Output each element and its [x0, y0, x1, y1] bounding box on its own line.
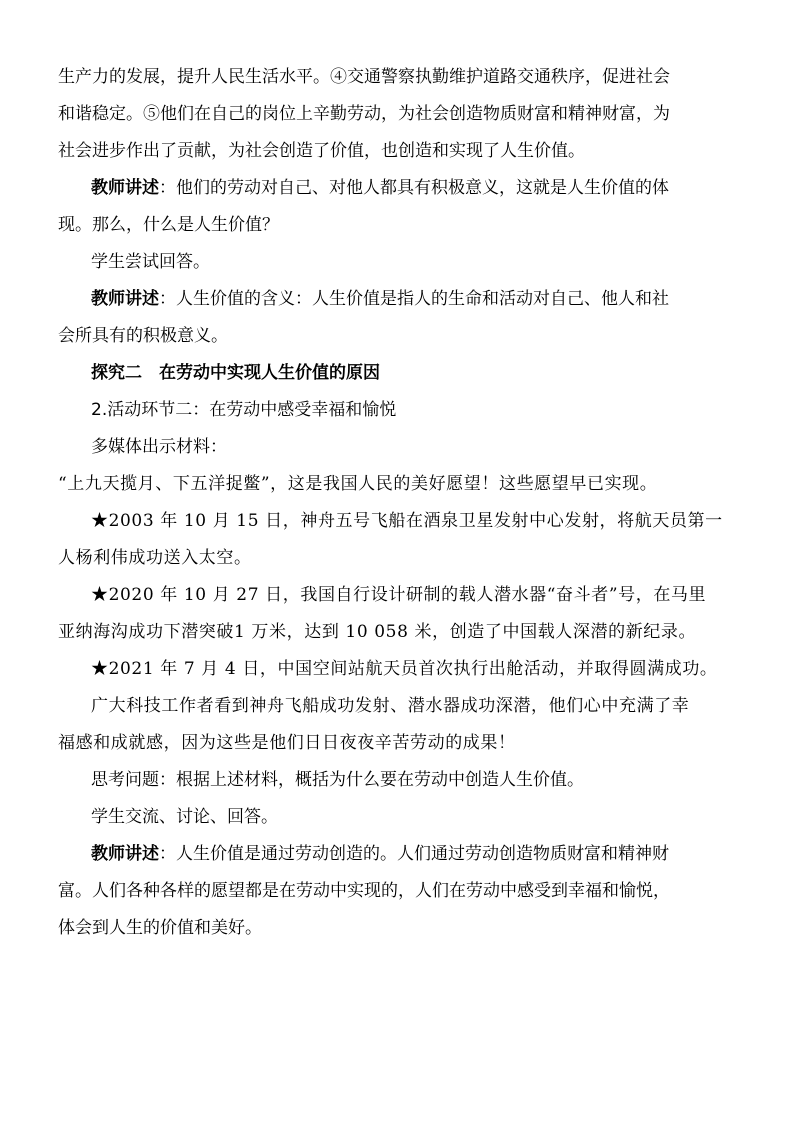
text-line: ★2020 年 10 月 27 日，我国自行设计研制的载人潜水器“奋斗者”号，在马里: [91, 585, 707, 605]
teacher-label: 教师讲述: [91, 844, 159, 864]
text-line: [58, 836, 738, 873]
text-line: 福感和成就感，因为这些是他们日日夜夜辛苦劳动的成果！: [58, 733, 516, 753]
text-line: 社会进步作出了贡献，为社会创造了价值，也创造和实现了人生价值。: [58, 141, 585, 161]
section-heading: [58, 355, 738, 392]
paragraph-multimedia: [58, 429, 738, 466]
text-line: 学生尝试回答。: [91, 252, 210, 272]
paragraph-student-1: [58, 244, 738, 281]
teacher-label: 教师讲述: [91, 289, 159, 309]
paragraph-teacher-1: [58, 170, 738, 244]
paragraph-1: [58, 59, 738, 170]
text-line: ★2021 年 7 月 4 日，中国空间站航天员首次执行出舱活动，并取得圆满成功。: [91, 659, 718, 679]
text-line: ★2003 年 10 月 15 日，神舟五号飞船在酒泉卫星发射中心发射，将航天员第一: [91, 511, 723, 531]
text-line: 生产力的发展，提升人民生活水平。④交通警察执勤维护道路交通秩序，促进社会: [58, 67, 670, 87]
text-line: 和谐稳定。⑤他们在自己的岗位上辛勤劳动，为社会创造物质财富和精神财富，为: [58, 104, 670, 124]
text-line: 亚纳海沟成功下潜突破1 万米，达到 10 058 米，创造了中国载人深潜的新纪录。: [58, 622, 697, 642]
text-line: 多媒体出示材料：: [91, 437, 227, 457]
text-line: 思考问题：根据上述材料，概括为什么要在劳动中创造人生价值。: [91, 770, 584, 790]
text-line: 学生交流、讨论、回答。: [91, 807, 278, 827]
text-line: [58, 170, 738, 207]
text-segment: ：人生价值是通过劳动创造的。人们通过劳动创造物质财富和精神财: [159, 844, 669, 864]
heading-line: 2.活动环节二：在劳动中感受幸福和愉悦: [91, 400, 397, 420]
text-segment: ：人生价值的含义：人生价值是指人的生命和活动对自己、他人和社: [159, 289, 669, 309]
heading-line: 探究二 在劳动中实现人生价值的原因: [91, 363, 380, 383]
text-segment: ：他们的劳动对自己、对他人都具有积极意义，这就是人生价值的体: [159, 178, 669, 198]
text-line: 人杨利伟成功送入太空。: [58, 548, 252, 568]
material-block: [58, 466, 738, 762]
paragraph-teacher-2: [58, 281, 738, 355]
text-line: 广大科技工作者看到神舟飞船成功发射、潜水器成功深潜，他们心中充满了幸: [91, 696, 690, 716]
document-page: [58, 59, 738, 947]
text-line: 体会到人生的价值和美好。: [58, 918, 262, 938]
paragraph-student-2: [58, 799, 738, 836]
paragraph-teacher-3: [58, 836, 738, 947]
text-line: [58, 281, 738, 318]
activity-heading: [58, 392, 738, 429]
text-line: 会所具有的积极意义。: [58, 326, 228, 346]
text-line: 富。人们各种各样的愿望都是在劳动中实现的，人们在劳动中感受到幸福和愉悦，: [58, 881, 670, 901]
text-line: 现。那么，什么是人生价值？: [58, 215, 279, 235]
teacher-label: 教师讲述: [91, 178, 159, 198]
paragraph-question: [58, 762, 738, 799]
text-line: “上九天揽月、下五洋捉鳖”，这是我国人民的美好愿望！这些愿望早已实现。: [58, 474, 658, 494]
